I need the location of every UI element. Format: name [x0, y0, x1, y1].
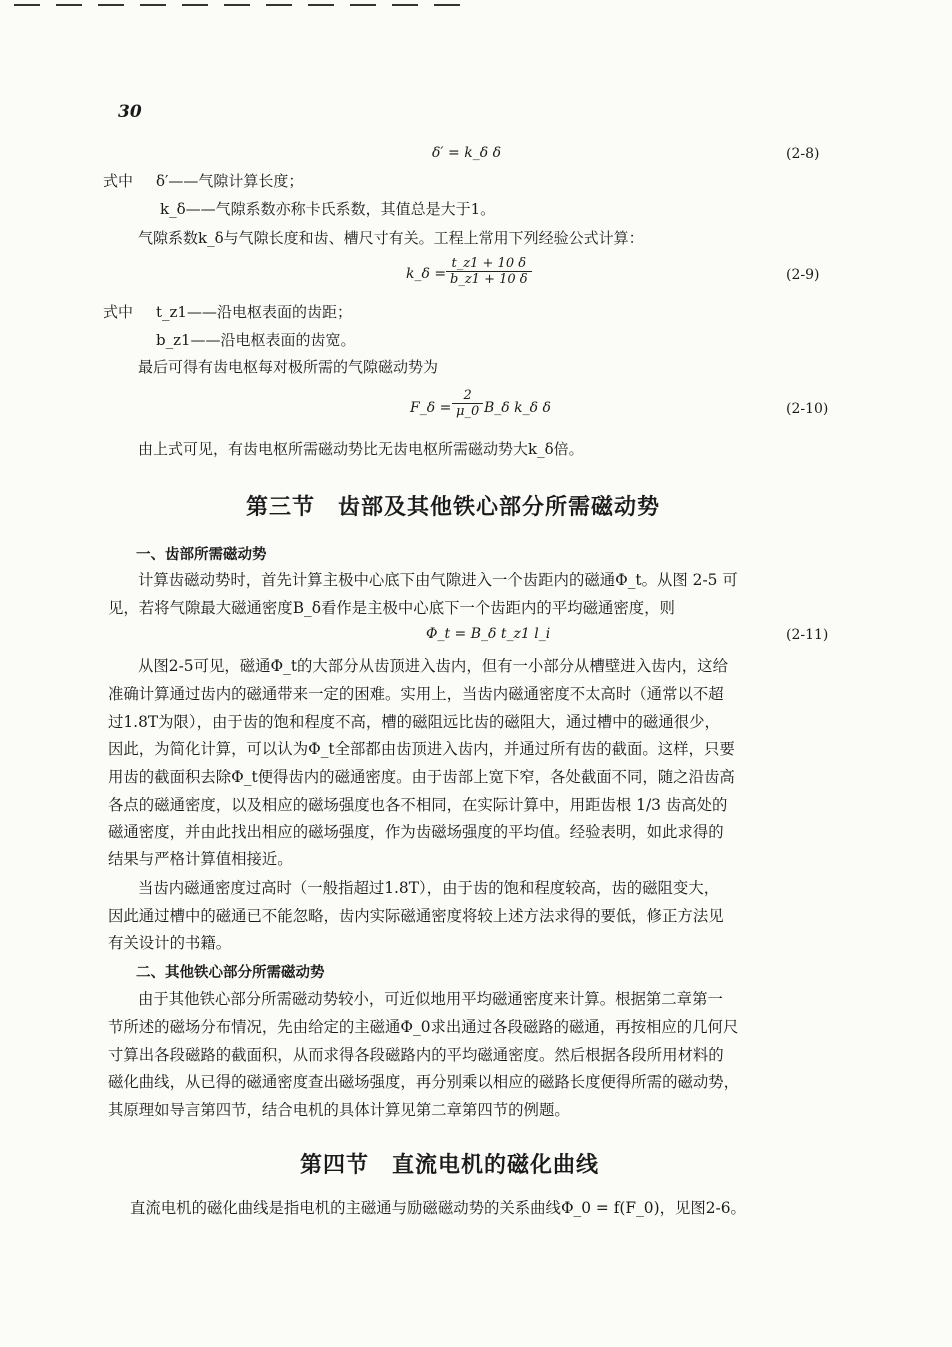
equation-number-2-10: (2-10) [786, 401, 829, 417]
section-3-title: 第三节 齿部及其他铁心部分所需磁动势 [246, 494, 661, 520]
section-4-line: 直流电机的磁化曲线是指电机的主磁通与励磁磁动势的关系曲线Φ_0 = f(F_0)，见图2-6。 [130, 1199, 746, 1217]
para4-line-4: 磁化曲线，从已得的磁通密度查出磁场强度，再分别乘以相应的磁路长度便得所需的磁动势， [108, 1073, 740, 1091]
paragraph-kdelta: 气隙系数k_δ与气隙长度和齿、槽尺寸有关。工程上常用下列经验公式计算： [138, 229, 644, 247]
sub1-line-1: 计算齿磁动势时，首先计算主极中心底下由气隙进入一个齿距内的磁通Φ_t。从图 2-5 可 [138, 571, 738, 589]
header-rule [0, 4, 470, 8]
para4-line-5: 其原理如导言第四节，结合电机的具体计算见第二章第四节的例题。 [108, 1101, 570, 1119]
para2-line-1: 从图2-5可见，磁通Φ_t的大部分从齿顶进入齿内，但有一小部分从槽壁进入齿内，这给 [138, 657, 728, 675]
sub1-line-2: 见，若将气隙最大磁通密度B_δ看作是主极中心底下一个齿距内的平均磁通密度，则 [108, 599, 675, 617]
equation-2-9-denominator: b_z1 + 10 δ [450, 272, 528, 287]
equation-2-10-rhs: B_δ k_δ δ [484, 400, 551, 416]
where1-item-1: δ′——气隙计算长度； [156, 172, 304, 190]
equation-2-10-lhs: F_δ = [410, 400, 452, 416]
equation-2-9-fraction [446, 256, 532, 287]
where1-item-2: k_δ——气隙系数亦称卡氏系数，其值总是大于1。 [160, 200, 496, 218]
para4-line-3: 寸算出各段磁路的截面积，从而求得各段磁路内的平均磁通密度。然后根据各段所用材料的 [108, 1046, 724, 1064]
para2-line-3: 过1.8T为限），由于齿的饱和程度不高，槽的磁阻远比齿的磁阻大，通过槽中的磁通很少， [108, 713, 720, 731]
para2-line-5: 用齿的截面积去除Φ_t便得齿内的磁通密度。由于齿部上宽下窄，各处截面不同，随之沿齿高 [108, 768, 735, 786]
subsection-1-heading: 一、齿部所需磁动势 [136, 547, 267, 563]
equation-2-9-numerator: t_z1 + 10 δ [446, 256, 532, 272]
para3-line-1: 当齿内磁通密度过高时（一般指超过1.8T），由于齿的饱和程度较高，齿的磁阻变大， [138, 879, 720, 897]
paragraph-final: 最后可得有齿电枢每对极所需的气隙磁动势为 [138, 358, 439, 376]
subsection-2-heading: 二、其他铁心部分所需磁动势 [136, 965, 325, 981]
para2-line-2: 准确计算通过齿内的磁通带来一定的困难。实用上，当齿内磁通密度不太高时（通常以不超 [108, 685, 724, 703]
para3-line-3: 有关设计的书籍。 [108, 934, 232, 952]
para2-line-8: 结果与严格计算值相接近。 [108, 850, 293, 868]
equation-number-2-8: (2-8) [786, 146, 820, 162]
para4-line-1: 由于其他铁心部分所需磁动势较小，可近似地用平均磁通密度来计算。根据第二章第一 [138, 990, 723, 1008]
para2-line-4: 因此，为简化计算，可以认为Φ_t全部都由齿顶进入齿内，并通过所有齿的截面。这样，只要 [108, 740, 735, 758]
paragraph-compare: 由上式可见，有齿电枢所需磁动势比无齿电枢所需磁动势大k_δ倍。 [138, 440, 584, 458]
where2-item-2: b_z1——沿电枢表面的齿宽。 [156, 331, 356, 349]
para2-line-7: 磁通密度，并由此找出相应的磁场强度，作为齿磁场强度的平均值。经验表明，如此求得的 [108, 823, 724, 841]
page-number: 30 [118, 102, 142, 122]
equation-number-2-9: (2-9) [786, 267, 820, 283]
para2-line-6: 各点的磁通密度，以及相应的磁场强度也各不相同，在实际计算中，用距齿根 1/3 齿高处的 [108, 796, 728, 814]
equation-2-10-numerator: 2 [452, 388, 483, 404]
para4-line-2: 节所述的磁场分布情况，先由给定的主磁通Φ_0求出通过各段磁路的磁通，再按相应的几何尺 [108, 1018, 739, 1036]
equation-2-11: Φ_t = B_δ t_z1 l_i [426, 626, 551, 642]
para3-line-2: 因此通过槽中的磁通已不能忽略，齿内实际磁通密度将较上述方法求得的要低，修正方法见 [108, 907, 724, 925]
section-4-title: 第四节 直流电机的磁化曲线 [300, 1152, 600, 1178]
where-label-2: 式中 [103, 303, 134, 321]
where-label-1: 式中 [103, 172, 134, 190]
where2-item-1: t_z1——沿电枢表面的齿距； [156, 303, 352, 321]
equation-2-10-denominator: μ_0 [456, 404, 480, 419]
equation-number-2-11: (2-11) [786, 627, 829, 643]
equation-2-10-fraction [452, 388, 483, 419]
equation-2-8: δ′ = k_δ δ [432, 145, 502, 161]
equation-2-9-lhs: k_δ = [406, 266, 447, 282]
